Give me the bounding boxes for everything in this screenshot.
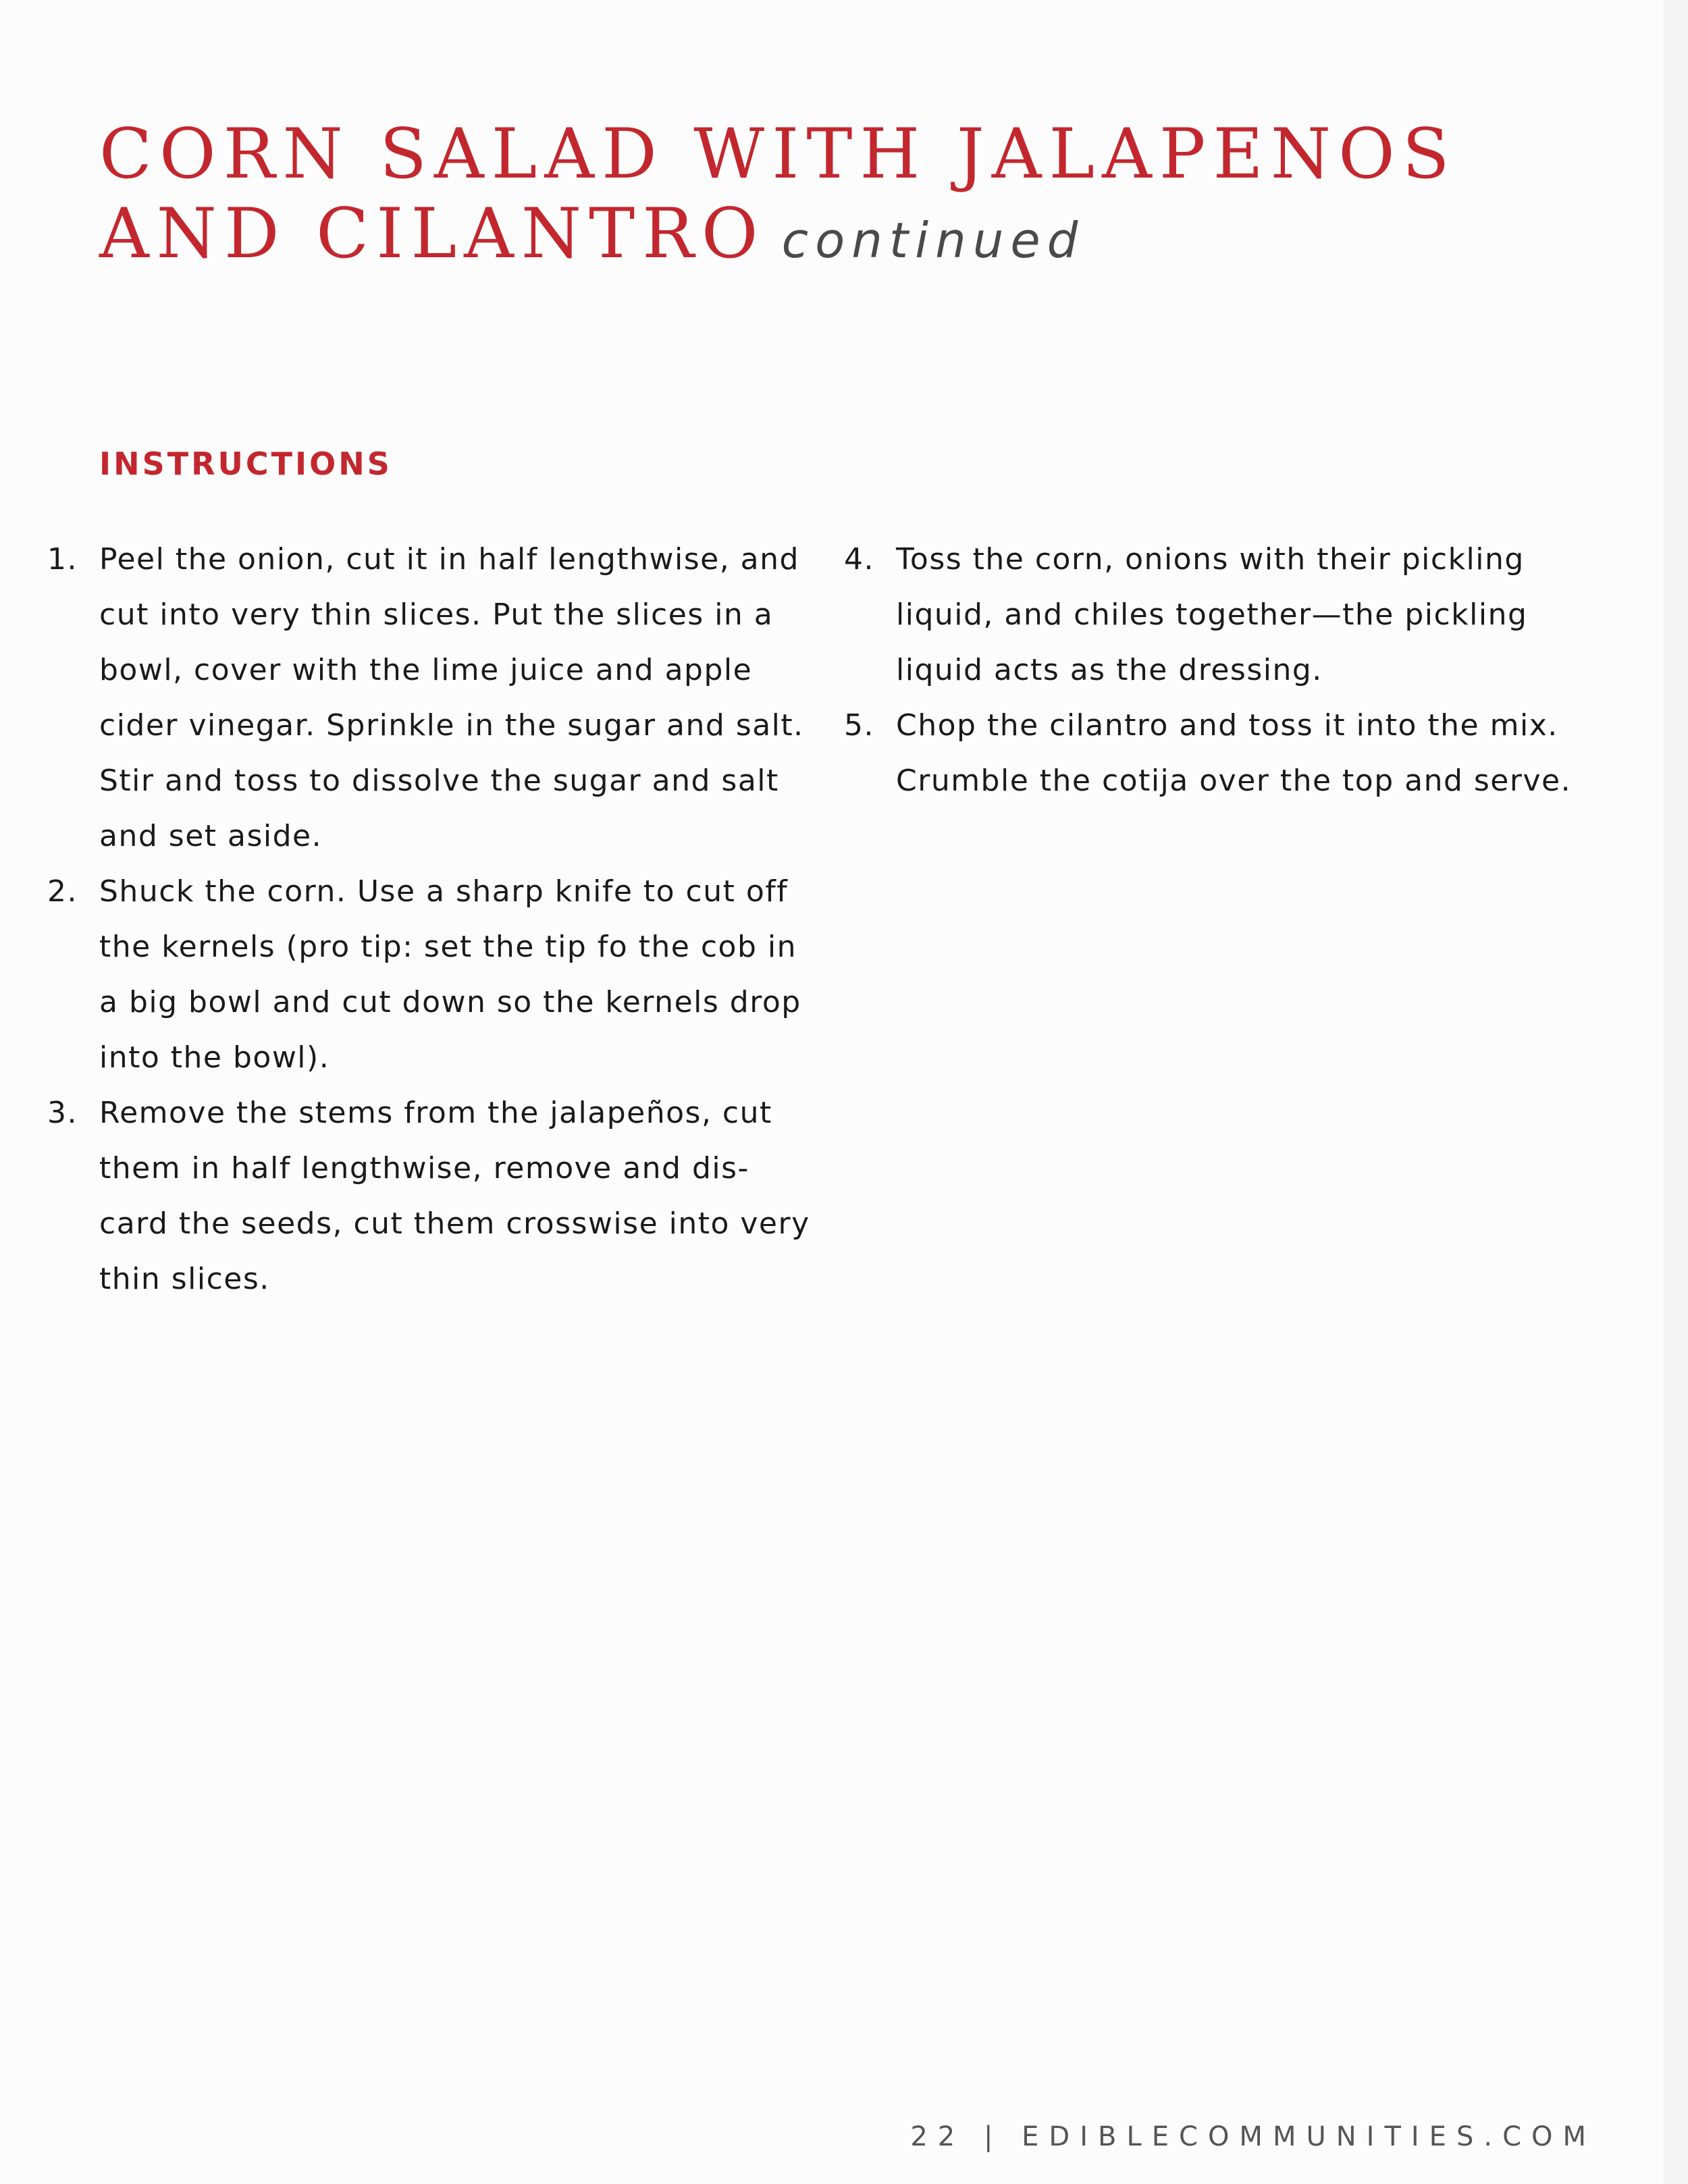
recipe-title — [99, 115, 1618, 280]
instruction-step — [844, 532, 1607, 698]
step-number: 2. — [47, 874, 78, 909]
recipe-title-continued: continued — [781, 212, 1085, 269]
step-number: 3. — [47, 1096, 78, 1130]
step-text: Peel the onion, cut it in half lengthwise, and cut into very thin slices. Put the slices in a bowl, cover with the lime juice and apple cider vinegar. Sprinkle in the sugar and salt. Stir and toss to dissolve the sugar and salt and set aside. — [99, 542, 804, 853]
page-footer: 22 | EDIBLECOMMUNITIES.COM — [910, 2121, 1596, 2152]
instructions-column-left — [47, 532, 810, 1307]
instruction-step — [47, 864, 810, 1086]
step-number: 1. — [47, 542, 78, 577]
step-number: 4. — [844, 542, 874, 577]
instruction-step — [47, 1086, 810, 1307]
step-number: 5. — [844, 708, 874, 743]
instruction-step — [844, 698, 1607, 809]
instructions-column-right — [844, 532, 1607, 809]
recipe-title-main: CORN SALAD WITH JALAPENOS AND CILANTRO — [99, 114, 1457, 274]
step-text: Remove the stems from the jalapeños, cut them in half lengthwise, remove and dis-card the seeds, cut them crosswise into very thin slices. — [99, 1096, 810, 1296]
instructions-heading: INSTRUCTIONS — [99, 446, 392, 482]
page-edge-strip — [1664, 0, 1688, 2184]
step-text: Shuck the corn. Use a sharp knife to cut off the kernels (pro tip: set the tip fo the cob in a big bowl and cut down so the kernels drop into the bowl). — [99, 874, 801, 1075]
step-text: Chop the cilantro and toss it into the mix. Crumble the cotija over the top and serve. — [896, 708, 1572, 798]
step-text: Toss the corn, onions with their pickling liquid, and chiles together—the pickling liquid acts as the dressing. — [896, 542, 1528, 687]
instruction-step — [47, 532, 810, 864]
